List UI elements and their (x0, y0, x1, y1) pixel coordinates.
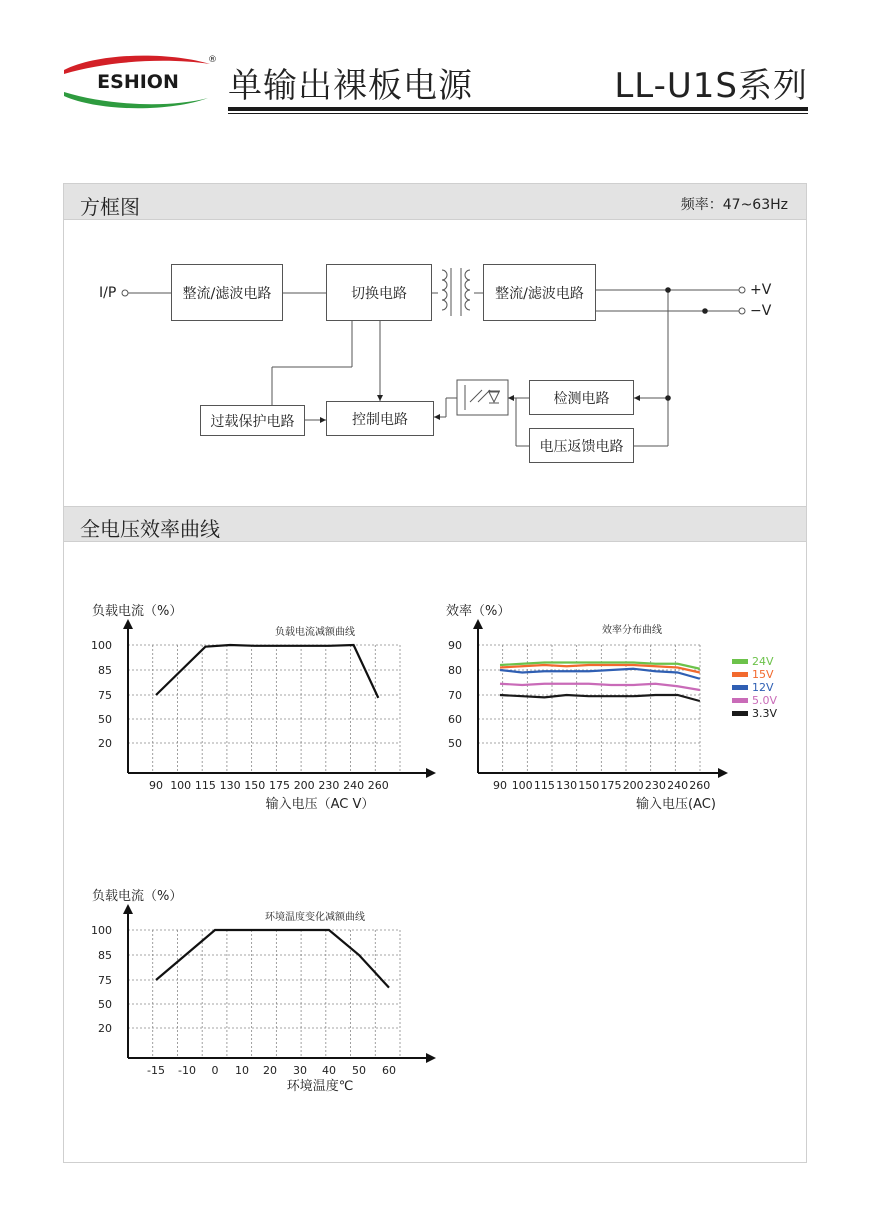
input-label: I/P (99, 285, 117, 301)
y-tick-label: 85 (98, 664, 112, 677)
switching-block: 切换电路 (326, 264, 432, 321)
x-tick-label: 10 (235, 1064, 249, 1077)
x-axis-arrow (426, 1053, 436, 1063)
x-tick-label: -10 (178, 1064, 196, 1077)
x-tick-label: 150 (244, 779, 266, 792)
x-tick-label: 40 (322, 1064, 336, 1077)
y-tick-label: 60 (448, 713, 462, 726)
x-tick-label: 50 (352, 1064, 366, 1077)
series-title: LL-U1S系列 (614, 66, 808, 106)
x-tick-label: 260 (689, 779, 711, 792)
x-tick-label: 115 (194, 779, 216, 792)
x-tick-label: 90 (149, 779, 163, 792)
page-title: 单输出裸板电源 (228, 66, 473, 106)
x-tick-label: -15 (147, 1064, 165, 1077)
detect-block: 检测电路 (529, 380, 634, 415)
x-axis-arrow (718, 768, 728, 778)
y-axis-arrow (123, 904, 133, 914)
y-tick-label: 100 (91, 924, 112, 937)
x-tick-label: 30 (293, 1064, 307, 1077)
x-tick-label: 60 (382, 1064, 396, 1077)
x-axis-title: 输入电压（AC V） (265, 797, 375, 812)
y-axis-arrow (123, 619, 133, 629)
y-axis-arrow (473, 619, 483, 629)
chart-title: 负载电流减额曲线 (275, 627, 355, 638)
legend-swatch (732, 685, 748, 690)
legend-label: 12V (752, 681, 774, 694)
input-rectifier-block: 整流/滤波电路 (171, 264, 283, 321)
x-tick-label: 230 (644, 779, 666, 792)
y-tick-label: 50 (98, 713, 112, 726)
y-axis-title: 负载电流（%） (92, 889, 183, 904)
voltage-feedback-block: 电压返馈电路 (529, 428, 634, 463)
series-line-5-0v (500, 684, 700, 690)
x-axis-title: 环境温度℃ (286, 1079, 354, 1094)
chart-title: 效率分布曲线 (602, 625, 662, 636)
x-tick-label: 240 (343, 779, 365, 792)
y-tick-label: 100 (91, 639, 112, 652)
x-tick-label: 175 (600, 779, 622, 792)
x-tick-label: 130 (219, 779, 241, 792)
series-line-3-3v (500, 695, 700, 701)
legend-swatch (732, 672, 748, 677)
section-title-block-diagram: 方框图 (80, 195, 140, 219)
y-tick-label: 90 (448, 639, 462, 652)
x-tick-label: 200 (622, 779, 644, 792)
legend-swatch (732, 659, 748, 664)
logo-text: ESHION (97, 71, 179, 93)
legend-swatch (732, 698, 748, 703)
chart-title: 环境温度变化减额曲线 (265, 912, 365, 923)
x-tick-label: 150 (578, 779, 600, 792)
y-tick-label: 75 (98, 689, 112, 702)
y-tick-label: 50 (98, 998, 112, 1011)
x-tick-label: 90 (493, 779, 507, 792)
block-diagram-wires (0, 0, 870, 500)
series-line-load (156, 645, 378, 698)
y-tick-label: 70 (448, 689, 462, 702)
y-tick-label: 50 (448, 737, 462, 750)
x-tick-label: 240 (667, 779, 689, 792)
x-tick-label: 20 (263, 1064, 277, 1077)
legend-swatch (732, 711, 748, 716)
series-line-12v (500, 669, 700, 679)
output-negative-label: −V (750, 303, 772, 319)
registered-mark: ® (208, 55, 217, 65)
output-rectifier-block: 整流/滤波电路 (483, 264, 596, 321)
legend-label: 5.0V (752, 694, 778, 707)
x-tick-label: 115 (533, 779, 555, 792)
y-tick-label: 20 (98, 737, 112, 750)
y-tick-label: 20 (98, 1022, 112, 1035)
control-block: 控制电路 (326, 401, 434, 436)
y-tick-label: 85 (98, 949, 112, 962)
y-axis-title: 效率（%） (446, 604, 511, 619)
x-axis-title: 输入电压(AC) (636, 797, 716, 812)
section-title-efficiency: 全电压效率曲线 (80, 517, 220, 541)
x-axis-arrow (426, 768, 436, 778)
x-tick-label: 130 (556, 779, 578, 792)
series-line-load (156, 930, 389, 988)
frequency-label: 频率：47~63Hz (680, 197, 788, 213)
x-tick-label: 0 (211, 1064, 219, 1077)
output-positive-label: +V (750, 282, 772, 298)
legend-label: 15V (752, 668, 774, 681)
legend-label: 24V (752, 655, 774, 668)
x-tick-label: 230 (318, 779, 340, 792)
x-tick-label: 260 (367, 779, 389, 792)
x-tick-label: 100 (511, 779, 533, 792)
y-axis-title: 负载电流（%） (92, 604, 183, 619)
x-tick-label: 175 (269, 779, 290, 792)
load-derating-chart (80, 595, 440, 815)
overload-protection-block: 过载保护电路 (200, 405, 305, 436)
efficiency-chart (440, 595, 778, 815)
x-tick-label: 200 (293, 779, 315, 792)
y-tick-label: 80 (448, 664, 462, 677)
y-tick-label: 75 (98, 974, 112, 987)
legend-label: 3.3V (752, 707, 778, 720)
x-tick-label: 100 (170, 779, 192, 792)
temperature-derating-chart (80, 880, 440, 1100)
